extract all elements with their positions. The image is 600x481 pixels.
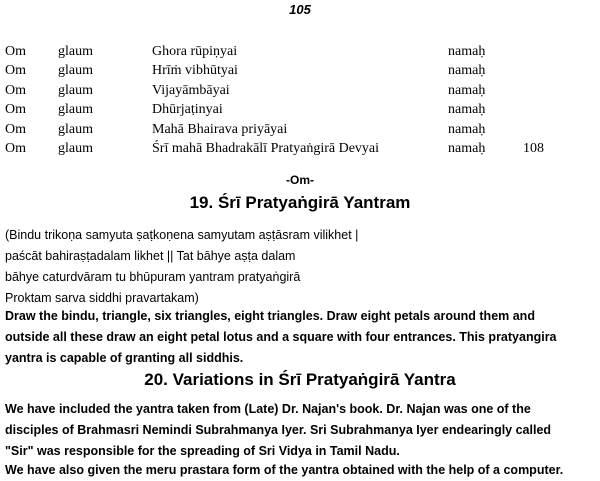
variations-paragraph <box>5 399 597 462</box>
bija-cell: glaum <box>58 141 93 157</box>
count-cell <box>523 101 583 121</box>
yantra-description <box>5 306 597 369</box>
paragraph-line: We have also given the meru prastara form of the yantra obtained with the help of a computer. <box>5 463 564 477</box>
om-cell: Om <box>5 63 26 79</box>
count-cell <box>523 120 583 140</box>
bija-cell: glaum <box>58 121 93 137</box>
table-row <box>5 81 583 101</box>
description-line: Draw the bindu, triangle, six triangles, eight triangles. Draw eight petals around them and <box>5 309 535 323</box>
table-row <box>5 120 583 140</box>
section-20-heading: 20. Variations in Śrī Pratyaṅgirā Yantra <box>144 370 456 389</box>
table-row <box>5 140 583 160</box>
table-row <box>5 101 583 121</box>
bija-cell: glaum <box>58 102 93 118</box>
mantra-table <box>5 42 583 159</box>
bija-cell: glaum <box>58 63 93 79</box>
om-cell: Om <box>5 102 26 118</box>
count-cell <box>523 42 583 62</box>
table-row <box>5 42 583 62</box>
om-cell: Om <box>5 43 26 59</box>
table-row <box>5 62 583 82</box>
count-cell <box>523 62 583 82</box>
verse-line: bāhye caturdvāram tu bhūpuram yantram pratyaṅgirā <box>5 270 301 284</box>
namah-cell: namaḥ <box>448 141 486 157</box>
name-cell: Mahā Bhairava priyāyai <box>152 121 288 137</box>
name-cell: Vijayāmbāyai <box>152 82 230 98</box>
section-19-heading: 19. Śrī Pratyaṅgirā Yantram <box>189 193 411 212</box>
sanskrit-verse <box>5 225 597 309</box>
description-line: yantra is capable of granting all siddhis. <box>5 351 244 365</box>
count-cell <box>523 81 583 101</box>
om-cell: Om <box>5 141 26 157</box>
verse-line: Proktam sarva siddhi pravartakam) <box>5 291 199 305</box>
om-cell: Om <box>5 82 26 98</box>
name-cell: Hrīṁ vibhūtyai <box>152 63 238 79</box>
om-cell: Om <box>5 121 26 137</box>
description-line: outside all these draw an eight petal lotus and a square with four entrances. This pratyangira <box>5 330 557 344</box>
verse-line: (Bindu trikoṇa samyuta ṣaṭkoṇena samyutam aṣṭāsram vilikhet | <box>5 228 359 242</box>
verse-line: paścāt bahiraṣṭadalam likhet || Tat bāhye aṣṭa dalam <box>5 249 296 263</box>
name-cell: Dhūrjaṭinyai <box>152 102 223 118</box>
name-cell: Ghora rūpiṇyai <box>152 43 238 59</box>
name-cell: Śrī mahā Bhadrakālī Pratyaṅgirā Devyai <box>152 141 380 157</box>
paragraph-line: disciples of Brahmasri Nemindi Subrahmanya Iyer. Sri Subrahmanya Iyer endearingly called <box>5 423 552 437</box>
namah-cell: namaḥ <box>448 43 486 59</box>
namah-cell: namaḥ <box>448 63 486 79</box>
meru-paragraph <box>5 460 597 481</box>
namah-cell: namaḥ <box>448 121 486 137</box>
page-number: 105 <box>289 2 311 17</box>
namah-cell: namaḥ <box>448 102 486 118</box>
namah-cell: namaḥ <box>448 82 486 98</box>
om-separator: -Om- <box>286 173 314 187</box>
count-cell: 108 <box>523 141 544 157</box>
bija-cell: glaum <box>58 43 93 59</box>
bija-cell: glaum <box>58 82 93 98</box>
paragraph-line: We have included the yantra taken from (Late) Dr. Najan's book. Dr. Najan was one of the <box>5 402 531 416</box>
paragraph-line: "Sir" was responsible for the spreading of Sri Vidya in Tamil Nadu. <box>5 444 400 458</box>
